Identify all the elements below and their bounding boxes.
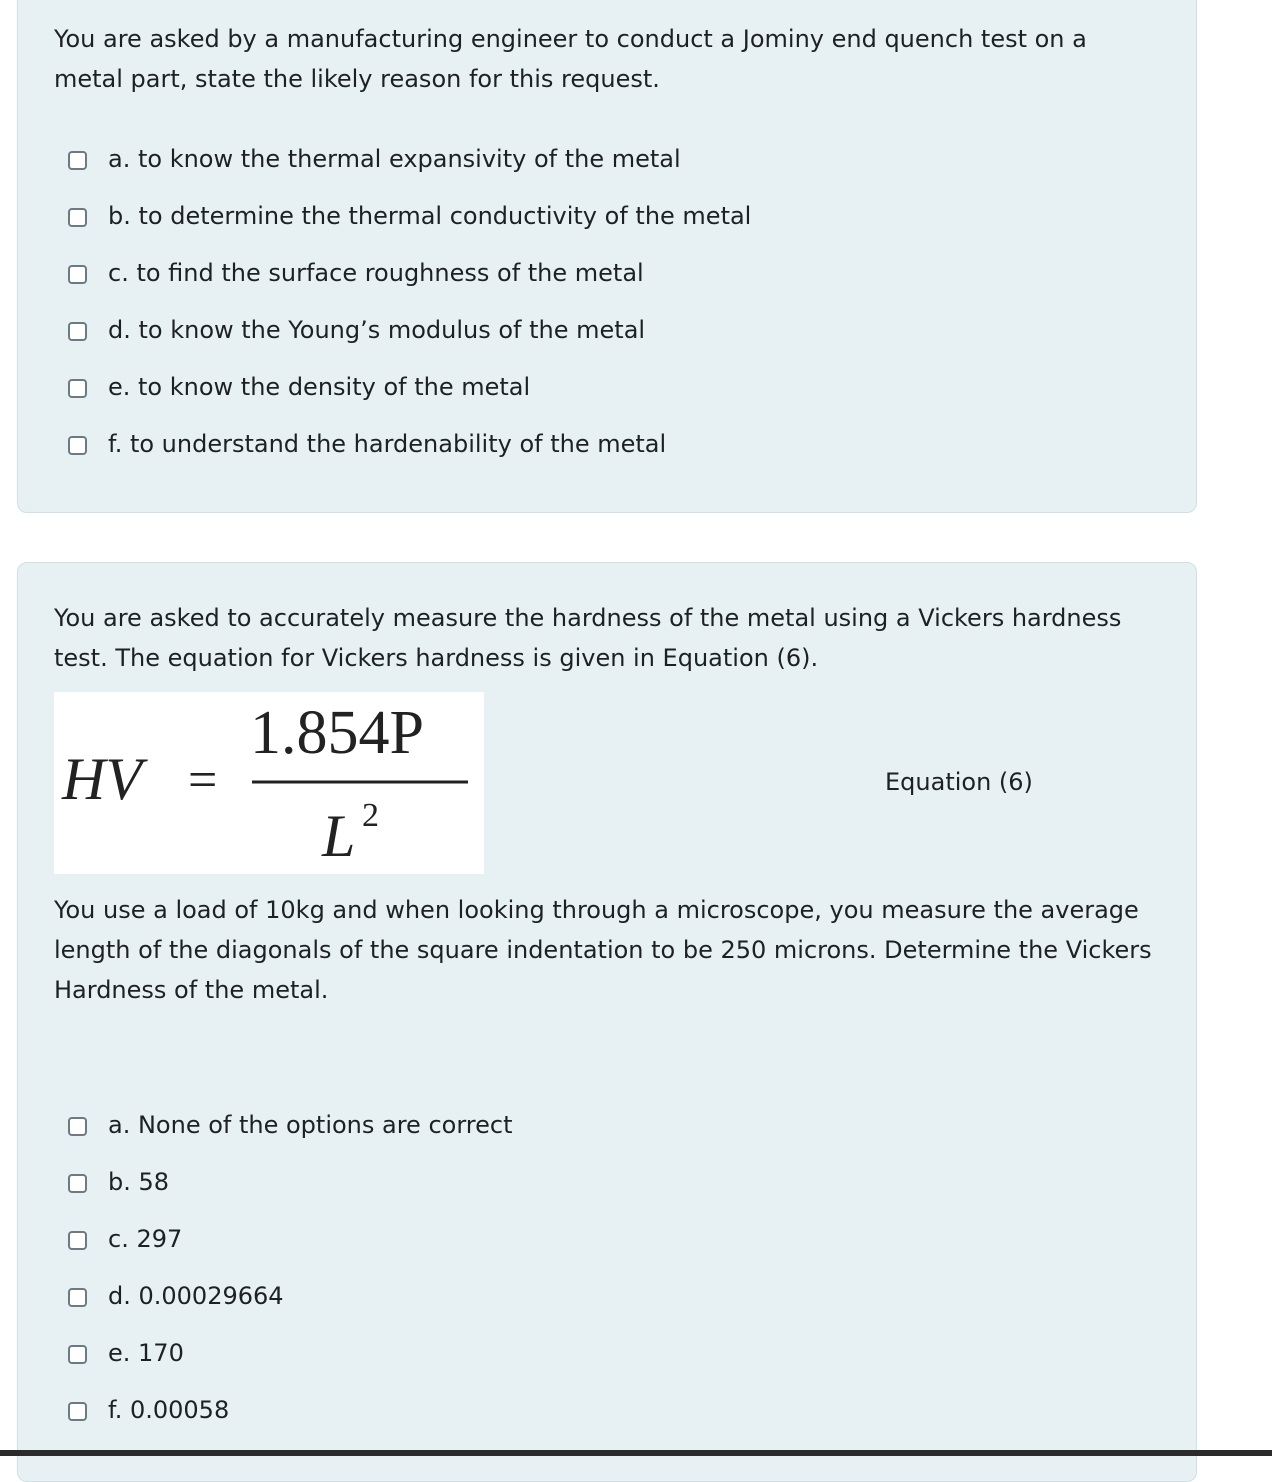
- option-label[interactable]: f. to understand the hardenability of the metal: [108, 430, 667, 458]
- checkbox[interactable]: [68, 1174, 87, 1193]
- checkbox[interactable]: [68, 151, 87, 170]
- vickers-formula-image: [54, 692, 484, 874]
- checkbox[interactable]: [68, 265, 87, 284]
- option-label[interactable]: f. 0.00058: [108, 1396, 230, 1424]
- checkbox[interactable]: [68, 436, 87, 455]
- option-label[interactable]: e. 170: [108, 1339, 184, 1367]
- question-card-1: [17, 0, 1197, 513]
- checkbox[interactable]: [68, 1117, 87, 1136]
- equation-label: Equation (6): [885, 768, 1033, 796]
- option-label[interactable]: d. to know the Young’s modulus of the metal: [108, 316, 646, 344]
- formula-numerator: 1.854P: [250, 699, 424, 767]
- checkbox[interactable]: [68, 1231, 87, 1250]
- option-label[interactable]: c. 297: [108, 1225, 183, 1253]
- question-card-2: [17, 562, 1197, 1482]
- checkbox[interactable]: [68, 1288, 87, 1307]
- question-2-body: You use a load of 10kg and when looking through a microscope, you measure the average length of the diagonals of the square indentation to be 250 microns. Determine the Vickers Hardness of the metal.: [54, 896, 1152, 1004]
- formula-exponent: 2: [362, 797, 379, 834]
- option-label[interactable]: a. None of the options are correct: [108, 1111, 513, 1139]
- checkbox[interactable]: [68, 322, 87, 341]
- question-2-text: You are asked to accurately measure the hardness of the metal using a Vickers hardness test. The equation for Vickers hardness is given in Equation (6).: [54, 604, 1122, 672]
- formula-equals: =: [188, 752, 218, 809]
- checkbox[interactable]: [68, 379, 87, 398]
- vickers-formula: [54, 692, 484, 874]
- checkbox[interactable]: [68, 208, 87, 227]
- option-label[interactable]: b. to determine the thermal conductivity of the metal: [108, 202, 752, 230]
- option-label[interactable]: e. to know the density of the metal: [108, 373, 531, 401]
- question-1-text: You are asked by a manufacturing engineer to conduct a Jominy end quench test on a metal part, state the likely reason for this request.: [54, 25, 1087, 93]
- checkbox[interactable]: [68, 1345, 87, 1364]
- option-label[interactable]: c. to find the surface roughness of the metal: [108, 259, 644, 287]
- formula-denominator: L: [322, 803, 356, 869]
- option-label[interactable]: b. 58: [108, 1168, 170, 1196]
- option-label[interactable]: a. to know the thermal expansivity of the metal: [108, 145, 681, 173]
- checkbox[interactable]: [68, 1402, 87, 1421]
- bottom-edge-bar: [0, 1450, 1272, 1456]
- formula-lhs: HV: [62, 746, 142, 812]
- option-label[interactable]: d. 0.00029664: [108, 1282, 284, 1310]
